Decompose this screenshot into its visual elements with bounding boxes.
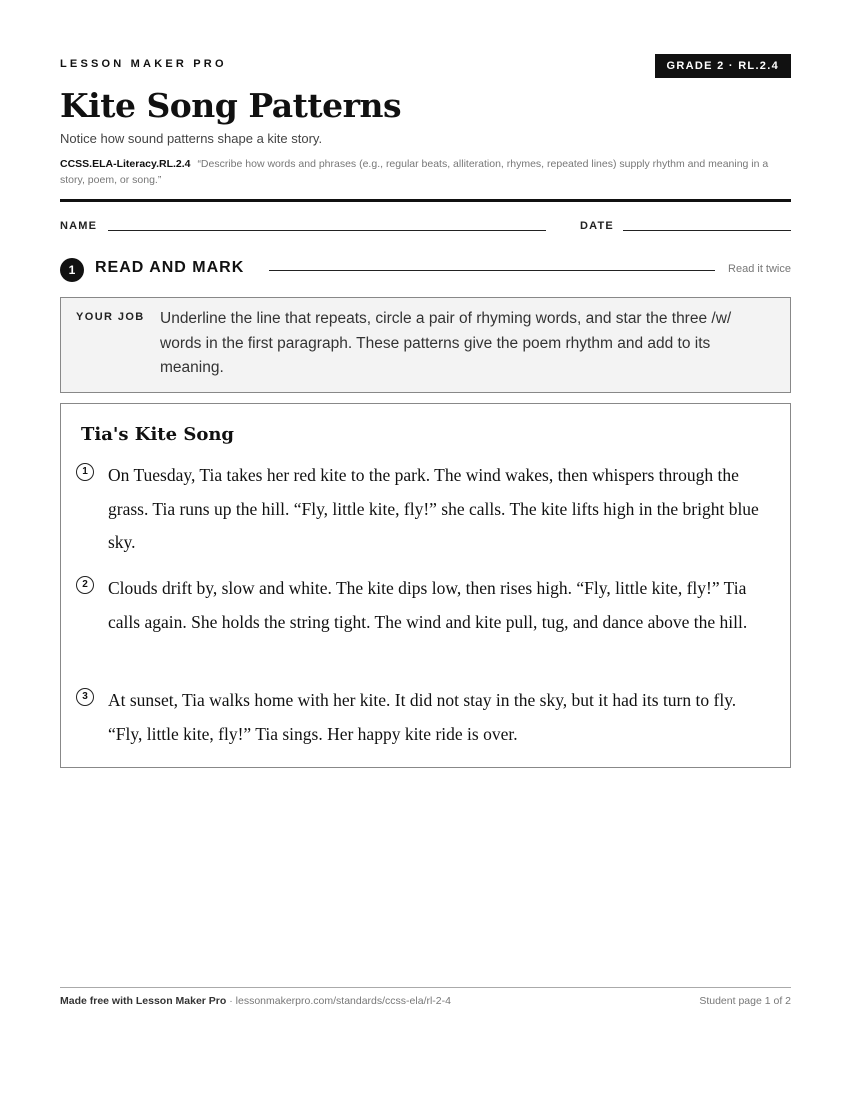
paragraph-text: On Tuesday, Tia takes her red kite to the park. The wind wakes, then whispers through the grass. Tia runs up the hill. “Fly, little kite, fly!” she calls. The kite lifts high in the bright blue sky. xyxy=(108,465,759,552)
paragraph-number: 1 xyxy=(76,463,94,481)
name-field[interactable] xyxy=(108,230,546,231)
standard-code: CCSS.ELA-Literacy.RL.2.4 xyxy=(60,158,191,170)
section-title: READ AND MARK xyxy=(95,259,245,276)
instructions-text: Underline the line that repeats, circle a pair of rhyming words, and star the three /w/ words in the first paragraph. These patterns give the poem rhythm and add to its meaning. xyxy=(160,310,732,376)
paragraph-text: At sunset, Tia walks home with her kite. It did not stay in the sky, but it had its turn to fly. “Fly, little kite, fly!” Tia sings. Her happy kite ride is over. xyxy=(108,690,737,744)
date-label: DATE xyxy=(580,220,614,232)
footer-made-with: Made free with Lesson Maker Pro xyxy=(60,995,227,1007)
footer-separator: · xyxy=(226,995,236,1007)
page-subtitle: Notice how sound patterns shape a kite story. xyxy=(60,131,323,146)
footer-credit xyxy=(60,995,451,1007)
page-title: Kite Song Patterns xyxy=(60,86,402,125)
header-divider xyxy=(60,199,791,202)
paragraph-number: 2 xyxy=(76,576,94,594)
story-passage xyxy=(60,403,791,768)
date-field[interactable] xyxy=(623,230,791,231)
story-title: Tia's Kite Song xyxy=(81,424,234,445)
section-number-badge: 1 xyxy=(60,258,84,282)
section-divider xyxy=(269,270,715,271)
standard-text: “Describe how words and phrases (e.g., regular beats, alliteration, rhymes, repeated lines) supply rhythm and meaning in a story, poem, or song.” xyxy=(60,158,769,186)
name-label: NAME xyxy=(60,220,98,232)
footer-page-info: Student page 1 of 2 xyxy=(699,995,791,1007)
instructions-box xyxy=(60,297,791,393)
grade-badge: GRADE 2 · RL.2.4 xyxy=(655,54,791,78)
footer-divider xyxy=(60,987,791,988)
paragraph-number: 3 xyxy=(76,688,94,706)
instructions-label: YOUR JOB xyxy=(76,311,145,323)
footer-url[interactable]: lessonmakerpro.com/standards/ccss-ela/rl-2-4 xyxy=(235,995,451,1007)
section-hint: Read it twice xyxy=(728,263,791,275)
brand-name: LESSON MAKER PRO xyxy=(60,58,227,70)
standard-description xyxy=(60,156,791,188)
paragraph-text: Clouds drift by, slow and white. The kite dips low, then rises high. “Fly, little kite, fly!” Tia calls again. She holds the string tight. The wind and kite pull, tug, and dance above the hill. xyxy=(108,578,748,632)
